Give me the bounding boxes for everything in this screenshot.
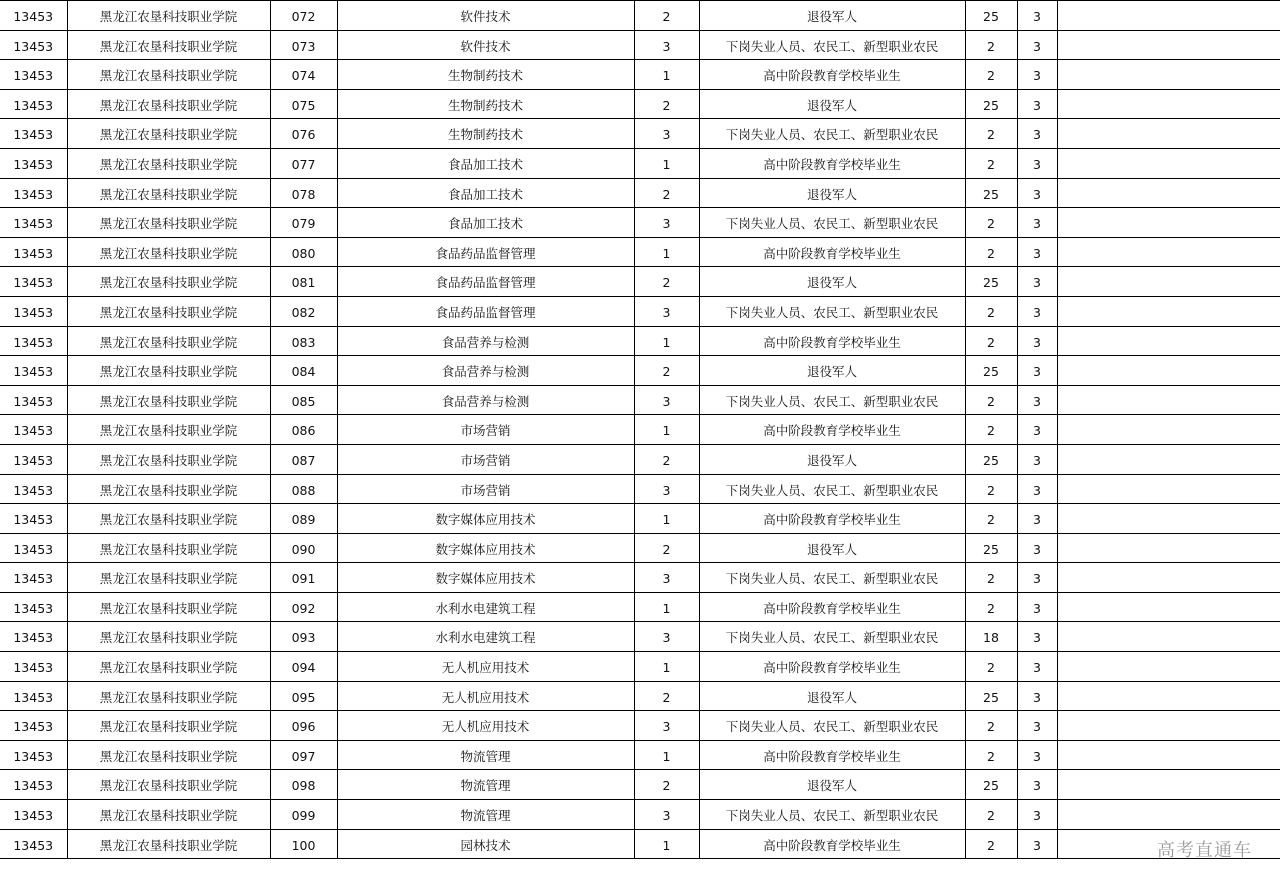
school-name-cell: 黑龙江农垦科技职业学院 (67, 385, 270, 415)
quota-cell: 2 (965, 800, 1017, 830)
school-name-cell: 黑龙江农垦科技职业学院 (67, 474, 270, 504)
applicant-type-cell: 下岗失业人员、农民工、新型职业农民 (699, 296, 965, 326)
category-cell: 1 (634, 829, 699, 859)
school-code-cell: 13453 (0, 504, 67, 534)
major-code-cell: 094 (270, 652, 337, 682)
major-name-cell: 市场营销 (337, 415, 634, 445)
major-code-cell: 089 (270, 504, 337, 534)
note-cell (1057, 740, 1280, 770)
note-cell (1057, 711, 1280, 741)
major-name-cell: 生物制药技术 (337, 89, 634, 119)
years-cell: 3 (1017, 533, 1057, 563)
major-name-cell: 软件技术 (337, 30, 634, 60)
table-row (0, 563, 1280, 593)
note-cell (1057, 474, 1280, 504)
category-cell: 3 (634, 385, 699, 415)
major-code-cell: 077 (270, 148, 337, 178)
quota-cell: 2 (965, 60, 1017, 90)
category-cell: 2 (634, 770, 699, 800)
school-code-cell: 13453 (0, 740, 67, 770)
major-name-cell: 食品药品监督管理 (337, 296, 634, 326)
applicant-type-cell: 高中阶段教育学校毕业生 (699, 60, 965, 90)
applicant-type-cell: 退役军人 (699, 770, 965, 800)
years-cell: 3 (1017, 444, 1057, 474)
school-name-cell: 黑龙江农垦科技职业学院 (67, 237, 270, 267)
table-row (0, 652, 1280, 682)
school-name-cell: 黑龙江农垦科技职业学院 (67, 148, 270, 178)
applicant-type-cell: 退役军人 (699, 533, 965, 563)
school-name-cell: 黑龙江农垦科技职业学院 (67, 800, 270, 830)
applicant-type-cell: 高中阶段教育学校毕业生 (699, 652, 965, 682)
years-cell: 3 (1017, 119, 1057, 149)
table-row (0, 592, 1280, 622)
years-cell: 3 (1017, 89, 1057, 119)
table-row (0, 208, 1280, 238)
table-body (0, 1, 1280, 859)
quota-cell: 2 (965, 385, 1017, 415)
school-code-cell: 13453 (0, 711, 67, 741)
category-cell: 1 (634, 504, 699, 534)
years-cell: 3 (1017, 208, 1057, 238)
major-name-cell: 水利水电建筑工程 (337, 592, 634, 622)
category-cell: 3 (634, 563, 699, 593)
major-code-cell: 080 (270, 237, 337, 267)
school-code-cell: 13453 (0, 148, 67, 178)
school-code-cell: 13453 (0, 89, 67, 119)
major-code-cell: 090 (270, 533, 337, 563)
school-code-cell: 13453 (0, 681, 67, 711)
school-name-cell: 黑龙江农垦科技职业学院 (67, 533, 270, 563)
major-name-cell: 水利水电建筑工程 (337, 622, 634, 652)
major-code-cell: 091 (270, 563, 337, 593)
applicant-type-cell: 高中阶段教育学校毕业生 (699, 504, 965, 534)
table-row (0, 148, 1280, 178)
quota-cell: 25 (965, 356, 1017, 386)
note-cell (1057, 178, 1280, 208)
major-name-cell: 无人机应用技术 (337, 711, 634, 741)
major-code-cell: 084 (270, 356, 337, 386)
table-row (0, 533, 1280, 563)
category-cell: 2 (634, 267, 699, 297)
major-code-cell: 083 (270, 326, 337, 356)
note-cell (1057, 30, 1280, 60)
quota-cell: 2 (965, 119, 1017, 149)
note-cell (1057, 592, 1280, 622)
category-cell: 2 (634, 681, 699, 711)
years-cell: 3 (1017, 267, 1057, 297)
major-name-cell: 生物制药技术 (337, 60, 634, 90)
school-name-cell: 黑龙江农垦科技职业学院 (67, 30, 270, 60)
table-row (0, 770, 1280, 800)
quota-cell: 25 (965, 533, 1017, 563)
major-code-cell: 099 (270, 800, 337, 830)
table-row (0, 829, 1280, 859)
major-code-cell: 075 (270, 89, 337, 119)
applicant-type-cell: 退役军人 (699, 178, 965, 208)
school-name-cell: 黑龙江农垦科技职业学院 (67, 592, 270, 622)
quota-cell: 2 (965, 711, 1017, 741)
school-name-cell: 黑龙江农垦科技职业学院 (67, 415, 270, 445)
note-cell (1057, 148, 1280, 178)
major-code-cell: 074 (270, 60, 337, 90)
major-code-cell: 098 (270, 770, 337, 800)
school-name-cell: 黑龙江农垦科技职业学院 (67, 178, 270, 208)
category-cell: 1 (634, 148, 699, 178)
school-name-cell: 黑龙江农垦科技职业学院 (67, 711, 270, 741)
major-name-cell: 软件技术 (337, 1, 634, 31)
years-cell: 3 (1017, 622, 1057, 652)
category-cell: 2 (634, 1, 699, 31)
major-code-cell: 097 (270, 740, 337, 770)
school-name-cell: 黑龙江农垦科技职业学院 (67, 1, 270, 31)
quota-cell: 2 (965, 415, 1017, 445)
school-name-cell: 黑龙江农垦科技职业学院 (67, 267, 270, 297)
major-name-cell: 生物制药技术 (337, 119, 634, 149)
category-cell: 1 (634, 326, 699, 356)
category-cell: 2 (634, 178, 699, 208)
school-name-cell: 黑龙江农垦科技职业学院 (67, 622, 270, 652)
years-cell: 3 (1017, 178, 1057, 208)
school-code-cell: 13453 (0, 770, 67, 800)
school-code-cell: 13453 (0, 1, 67, 31)
years-cell: 3 (1017, 740, 1057, 770)
note-cell (1057, 770, 1280, 800)
applicant-type-cell: 下岗失业人员、农民工、新型职业农民 (699, 208, 965, 238)
quota-cell: 2 (965, 563, 1017, 593)
major-code-cell: 088 (270, 474, 337, 504)
major-name-cell: 数字媒体应用技术 (337, 504, 634, 534)
school-code-cell: 13453 (0, 178, 67, 208)
table-row (0, 119, 1280, 149)
applicant-type-cell: 下岗失业人员、农民工、新型职业农民 (699, 385, 965, 415)
major-code-cell: 076 (270, 119, 337, 149)
note-cell (1057, 119, 1280, 149)
note-cell (1057, 356, 1280, 386)
years-cell: 3 (1017, 385, 1057, 415)
school-code-cell: 13453 (0, 533, 67, 563)
quota-cell: 25 (965, 89, 1017, 119)
major-code-cell: 082 (270, 296, 337, 326)
applicant-type-cell: 下岗失业人员、农民工、新型职业农民 (699, 622, 965, 652)
major-code-cell: 072 (270, 1, 337, 31)
note-cell (1057, 622, 1280, 652)
school-code-cell: 13453 (0, 119, 67, 149)
quota-cell: 25 (965, 1, 1017, 31)
note-cell (1057, 1, 1280, 31)
note-cell (1057, 208, 1280, 238)
years-cell: 3 (1017, 30, 1057, 60)
note-cell (1057, 533, 1280, 563)
table-row (0, 267, 1280, 297)
school-name-cell: 黑龙江农垦科技职业学院 (67, 208, 270, 238)
school-name-cell: 黑龙江农垦科技职业学院 (67, 326, 270, 356)
category-cell: 3 (634, 30, 699, 60)
table-row (0, 178, 1280, 208)
school-code-cell: 13453 (0, 444, 67, 474)
years-cell: 3 (1017, 563, 1057, 593)
major-code-cell: 086 (270, 415, 337, 445)
quota-cell: 18 (965, 622, 1017, 652)
years-cell: 3 (1017, 326, 1057, 356)
table-row (0, 711, 1280, 741)
school-code-cell: 13453 (0, 385, 67, 415)
table-row (0, 60, 1280, 90)
school-name-cell: 黑龙江农垦科技职业学院 (67, 296, 270, 326)
major-code-cell: 073 (270, 30, 337, 60)
school-code-cell: 13453 (0, 326, 67, 356)
note-cell (1057, 444, 1280, 474)
quota-cell: 2 (965, 740, 1017, 770)
major-code-cell: 087 (270, 444, 337, 474)
note-cell (1057, 296, 1280, 326)
note-cell (1057, 652, 1280, 682)
table-row (0, 415, 1280, 445)
years-cell: 3 (1017, 474, 1057, 504)
years-cell: 3 (1017, 296, 1057, 326)
major-code-cell: 079 (270, 208, 337, 238)
table-row (0, 474, 1280, 504)
category-cell: 1 (634, 415, 699, 445)
years-cell: 3 (1017, 1, 1057, 31)
years-cell: 3 (1017, 60, 1057, 90)
note-cell (1057, 237, 1280, 267)
school-code-cell: 13453 (0, 30, 67, 60)
category-cell: 3 (634, 800, 699, 830)
school-code-cell: 13453 (0, 800, 67, 830)
category-cell: 1 (634, 652, 699, 682)
table-row (0, 622, 1280, 652)
years-cell: 3 (1017, 504, 1057, 534)
quota-cell: 25 (965, 444, 1017, 474)
major-code-cell: 093 (270, 622, 337, 652)
applicant-type-cell: 高中阶段教育学校毕业生 (699, 829, 965, 859)
quota-cell: 2 (965, 829, 1017, 859)
major-name-cell: 食品加工技术 (337, 148, 634, 178)
table-row (0, 385, 1280, 415)
school-code-cell: 13453 (0, 592, 67, 622)
school-code-cell: 13453 (0, 415, 67, 445)
major-name-cell: 食品营养与检测 (337, 356, 634, 386)
years-cell: 3 (1017, 652, 1057, 682)
years-cell: 3 (1017, 800, 1057, 830)
school-code-cell: 13453 (0, 829, 67, 859)
school-name-cell: 黑龙江农垦科技职业学院 (67, 681, 270, 711)
applicant-type-cell: 退役军人 (699, 267, 965, 297)
note-cell (1057, 504, 1280, 534)
major-name-cell: 食品营养与检测 (337, 385, 634, 415)
school-code-cell: 13453 (0, 267, 67, 297)
category-cell: 3 (634, 296, 699, 326)
major-code-cell: 100 (270, 829, 337, 859)
category-cell: 2 (634, 356, 699, 386)
major-name-cell: 市场营销 (337, 474, 634, 504)
watermark: 高考直通车 (1157, 840, 1252, 861)
quota-cell: 25 (965, 178, 1017, 208)
quota-cell: 2 (965, 474, 1017, 504)
years-cell: 3 (1017, 829, 1057, 859)
applicant-type-cell: 高中阶段教育学校毕业生 (699, 740, 965, 770)
note-cell (1057, 563, 1280, 593)
school-name-cell: 黑龙江农垦科技职业学院 (67, 60, 270, 90)
table-row (0, 1, 1280, 31)
major-name-cell: 数字媒体应用技术 (337, 533, 634, 563)
school-code-cell: 13453 (0, 356, 67, 386)
major-name-cell: 无人机应用技术 (337, 652, 634, 682)
applicant-type-cell: 下岗失业人员、农民工、新型职业农民 (699, 800, 965, 830)
category-cell: 2 (634, 89, 699, 119)
applicant-type-cell: 高中阶段教育学校毕业生 (699, 326, 965, 356)
school-code-cell: 13453 (0, 474, 67, 504)
school-name-cell: 黑龙江农垦科技职业学院 (67, 652, 270, 682)
note-cell (1057, 415, 1280, 445)
major-code-cell: 078 (270, 178, 337, 208)
applicant-type-cell: 下岗失业人员、农民工、新型职业农民 (699, 119, 965, 149)
major-name-cell: 食品药品监督管理 (337, 267, 634, 297)
applicant-type-cell: 退役军人 (699, 444, 965, 474)
school-code-cell: 13453 (0, 563, 67, 593)
note-cell (1057, 89, 1280, 119)
table-row (0, 326, 1280, 356)
applicant-type-cell: 下岗失业人员、农民工、新型职业农民 (699, 30, 965, 60)
quota-cell: 2 (965, 30, 1017, 60)
quota-cell: 2 (965, 592, 1017, 622)
note-cell (1057, 326, 1280, 356)
school-name-cell: 黑龙江农垦科技职业学院 (67, 119, 270, 149)
years-cell: 3 (1017, 711, 1057, 741)
school-code-cell: 13453 (0, 652, 67, 682)
applicant-type-cell: 下岗失业人员、农民工、新型职业农民 (699, 474, 965, 504)
applicant-type-cell: 高中阶段教育学校毕业生 (699, 592, 965, 622)
school-code-cell: 13453 (0, 622, 67, 652)
years-cell: 3 (1017, 770, 1057, 800)
school-name-cell: 黑龙江农垦科技职业学院 (67, 829, 270, 859)
category-cell: 1 (634, 592, 699, 622)
major-code-cell: 092 (270, 592, 337, 622)
quota-cell: 25 (965, 267, 1017, 297)
quota-cell: 2 (965, 237, 1017, 267)
note-cell (1057, 829, 1280, 859)
school-name-cell: 黑龙江农垦科技职业学院 (67, 740, 270, 770)
major-name-cell: 物流管理 (337, 770, 634, 800)
applicant-type-cell: 退役军人 (699, 89, 965, 119)
years-cell: 3 (1017, 237, 1057, 267)
years-cell: 3 (1017, 356, 1057, 386)
major-name-cell: 物流管理 (337, 800, 634, 830)
years-cell: 3 (1017, 592, 1057, 622)
category-cell: 3 (634, 208, 699, 238)
applicant-type-cell: 高中阶段教育学校毕业生 (699, 148, 965, 178)
years-cell: 3 (1017, 148, 1057, 178)
major-name-cell: 食品药品监督管理 (337, 237, 634, 267)
applicant-type-cell: 退役军人 (699, 356, 965, 386)
category-cell: 1 (634, 60, 699, 90)
category-cell: 1 (634, 237, 699, 267)
school-code-cell: 13453 (0, 237, 67, 267)
school-name-cell: 黑龙江农垦科技职业学院 (67, 770, 270, 800)
applicant-type-cell: 高中阶段教育学校毕业生 (699, 415, 965, 445)
table-row (0, 30, 1280, 60)
quota-cell: 25 (965, 770, 1017, 800)
major-name-cell: 无人机应用技术 (337, 681, 634, 711)
school-name-cell: 黑龙江农垦科技职业学院 (67, 563, 270, 593)
school-code-cell: 13453 (0, 208, 67, 238)
quota-cell: 2 (965, 652, 1017, 682)
quota-cell: 2 (965, 208, 1017, 238)
category-cell: 3 (634, 119, 699, 149)
table-row (0, 800, 1280, 830)
applicant-type-cell: 退役军人 (699, 1, 965, 31)
category-cell: 3 (634, 711, 699, 741)
school-name-cell: 黑龙江农垦科技职业学院 (67, 356, 270, 386)
table-row (0, 504, 1280, 534)
quota-cell: 2 (965, 504, 1017, 534)
note-cell (1057, 60, 1280, 90)
applicant-type-cell: 退役军人 (699, 681, 965, 711)
table-row (0, 296, 1280, 326)
table-row (0, 89, 1280, 119)
table-row (0, 681, 1280, 711)
major-name-cell: 市场营销 (337, 444, 634, 474)
note-cell (1057, 385, 1280, 415)
table-row (0, 444, 1280, 474)
quota-cell: 2 (965, 296, 1017, 326)
quota-cell: 2 (965, 148, 1017, 178)
table-row (0, 237, 1280, 267)
school-name-cell: 黑龙江农垦科技职业学院 (67, 504, 270, 534)
category-cell: 3 (634, 622, 699, 652)
years-cell: 3 (1017, 681, 1057, 711)
quota-cell: 2 (965, 326, 1017, 356)
school-name-cell: 黑龙江农垦科技职业学院 (67, 89, 270, 119)
applicant-type-cell: 下岗失业人员、农民工、新型职业农民 (699, 711, 965, 741)
major-name-cell: 数字媒体应用技术 (337, 563, 634, 593)
category-cell: 1 (634, 740, 699, 770)
major-name-cell: 食品加工技术 (337, 178, 634, 208)
note-cell (1057, 267, 1280, 297)
major-name-cell: 园林技术 (337, 829, 634, 859)
school-code-cell: 13453 (0, 60, 67, 90)
note-cell (1057, 800, 1280, 830)
major-name-cell: 物流管理 (337, 740, 634, 770)
applicant-type-cell: 高中阶段教育学校毕业生 (699, 237, 965, 267)
quota-cell: 25 (965, 681, 1017, 711)
major-code-cell: 096 (270, 711, 337, 741)
major-code-cell: 095 (270, 681, 337, 711)
applicant-type-cell: 下岗失业人员、农民工、新型职业农民 (699, 563, 965, 593)
category-cell: 2 (634, 444, 699, 474)
major-name-cell: 食品加工技术 (337, 208, 634, 238)
table-row (0, 356, 1280, 386)
major-code-cell: 085 (270, 385, 337, 415)
category-cell: 3 (634, 474, 699, 504)
years-cell: 3 (1017, 415, 1057, 445)
major-code-cell: 081 (270, 267, 337, 297)
category-cell: 2 (634, 533, 699, 563)
table-row (0, 740, 1280, 770)
school-code-cell: 13453 (0, 296, 67, 326)
major-name-cell: 食品营养与检测 (337, 326, 634, 356)
note-cell (1057, 681, 1280, 711)
school-name-cell: 黑龙江农垦科技职业学院 (67, 444, 270, 474)
